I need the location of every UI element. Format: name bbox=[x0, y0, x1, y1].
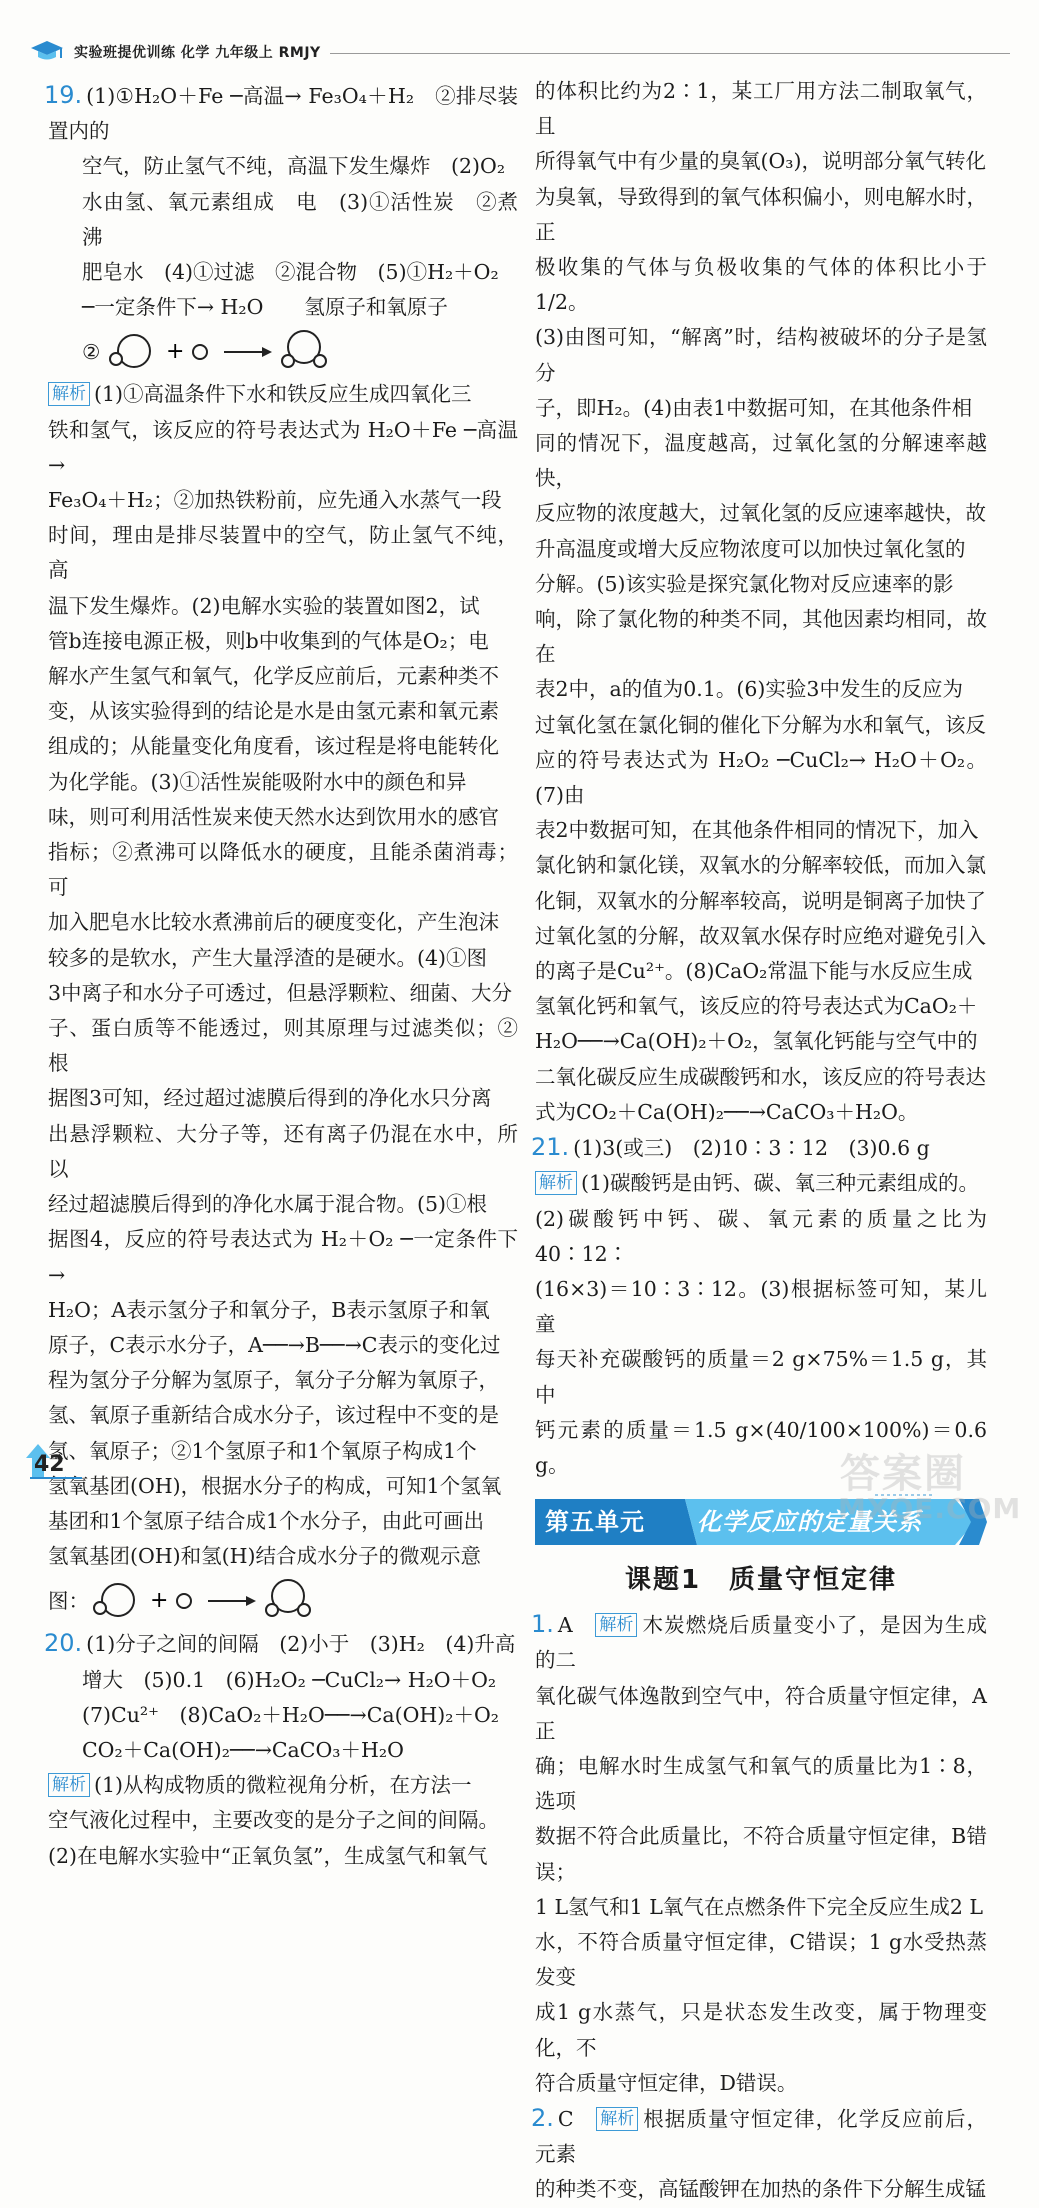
analysis-tag: 解析 bbox=[595, 1613, 637, 1637]
q19-analysis-line: 解水产生氢气和氧气，化学反应前后，元素种类不 bbox=[48, 664, 499, 689]
page-header bbox=[30, 38, 1010, 68]
diagram-label: ② bbox=[82, 340, 101, 365]
q20-analysis-line-1: 解析 (1)从构成物质的微粒视角分析，在方法一 bbox=[48, 1768, 518, 1803]
analysis-tag: 解析 bbox=[48, 1773, 90, 1797]
q20-cont-line: 二氧化碳反应生成碳酸钙和水，该反应的符号表达 bbox=[535, 1064, 986, 1089]
q20-cont-line: 响，除了氯化物的种类不同，其他因素均相同，故在 bbox=[535, 607, 987, 667]
q20-cont-line: 化铜，双氧水的分解率较高，说明是铜离子加快了 bbox=[535, 888, 986, 913]
diagram-label: 图： bbox=[48, 1589, 89, 1614]
q20-line-3: (7)Cu²⁺ (8)CaO₂＋H₂O──→Ca(OH)₂＋O₂ bbox=[82, 1702, 500, 1727]
q19-analysis-line: 子、蛋白质等不能透过，则其原理与过滤类似；②根 bbox=[48, 1016, 518, 1076]
q20-cont-line: 表2中，a的值为0.1。(6)实验3中发生的反应为 bbox=[535, 677, 963, 702]
unit-topic: 化学反应的定量关系 bbox=[697, 1508, 922, 1537]
molecule-diagram-icon bbox=[104, 325, 344, 377]
q19-analysis-line: 管b连接电源正极，则b中收集到的气体是O₂；电 bbox=[48, 628, 489, 653]
q19-analysis-line: 氢、氧原子重新结合成水分子，该过程中不变的是 bbox=[48, 1403, 499, 1428]
unit-label: 第五单元 bbox=[545, 1508, 645, 1537]
q20-cont-line: H₂O──→Ca(OH)₂＋O₂，氢氧化钙能与空气中的 bbox=[535, 1029, 978, 1054]
q19-line-4: 肥皂水 (4)①过滤 ②混合物 (5)①H₂＋O₂ bbox=[82, 260, 499, 285]
q2-line-1: 2. C 解析 根据质量守恒定律，化学反应前后，元素 bbox=[531, 2103, 988, 2167]
q19-analysis-line: 时间，理由是排尽装置中的空气，防止氢气不纯，高 bbox=[48, 523, 518, 583]
question-number: 21. bbox=[531, 1133, 570, 1162]
q20-cont-line: 升高温度或增大反应物浓度可以加快过氧化氢的 bbox=[535, 536, 966, 561]
q1-line: 氧化碳气体逸散到空气中，符合质量守恒定律，A正 bbox=[535, 1683, 987, 1743]
q1-line: 确；电解水时生成氢气和氧气的质量比为1∶8，选项 bbox=[535, 1753, 987, 1814]
q2-line: 的种类不变，高锰酸钾在加热的条件下分解生成锰 bbox=[535, 2177, 986, 2202]
q21-analysis-line: (16×3)＝10∶3∶12。(3)根据标签可知，某儿童 bbox=[535, 1276, 987, 1337]
q20-cont-line: (3)由图可知，“解离”时，结构被破坏的分子是氢分 bbox=[535, 325, 987, 385]
watermark-url: MXQE.COM bbox=[838, 1492, 1022, 1525]
q19-line-1: 19. (1)①H₂O＋Fe ─高温→ Fe₃O₄＋H₂ ②排尽装置内的 bbox=[44, 81, 518, 144]
q19-line-3: 水由氢、氧元素组成 电 (3)①活性炭 ②煮沸 bbox=[82, 189, 518, 249]
q19-analysis-line-1: 解析 (1)①高温条件下水和铁反应生成四氧化三 bbox=[48, 377, 518, 412]
q19-analysis-line: 程为氢分子分解为氢原子，氧分子分解为氧原子， bbox=[48, 1368, 499, 1393]
question-number: 19. bbox=[44, 81, 83, 109]
q20-cont-line: 过氧化氢的分解，故双氧水保存时应绝对避免引入 bbox=[535, 923, 986, 948]
q19-analysis-line: 氢氧基团(OH)，根据水分子的构成，可知1个氢氧 bbox=[48, 1473, 502, 1498]
q19-analysis-line: 温下发生爆炸。(2)电解水实验的装置如图2，试 bbox=[48, 593, 480, 618]
left-column bbox=[44, 78, 518, 1874]
q20-cont-line: 式为CO₂＋Ca(OH)₂──→CaCO₃＋H₂O。 bbox=[535, 1099, 919, 1124]
q1-line-1: 1. A 解析 木炭燃烧后质量变小了，是因为生成的二 bbox=[531, 1610, 988, 1673]
q19-analysis-line: 氢、氧原子；②1个氢原子和1个氧原子构成1个 bbox=[48, 1438, 477, 1463]
q19-analysis-line: 原子，C表示水分子，A──→B──→C表示的变化过 bbox=[48, 1332, 501, 1357]
q19-analysis-line: 经过超滤膜后得到的净化水属于混合物。(5)①根 bbox=[48, 1192, 488, 1217]
analysis-tag: 解析 bbox=[596, 2107, 638, 2131]
svg-text:+: + bbox=[166, 339, 185, 365]
q20-cont-line: 为臭氧，导致得到的氧气体积偏小，则电解水时，正 bbox=[535, 184, 987, 244]
q19-analysis-line: 氢氧基团(OH)和氢(H)结合成水分子的微观示意 bbox=[48, 1544, 482, 1569]
molecule-diagram-analysis bbox=[48, 1574, 518, 1626]
q19-analysis-line: 基团和1个氢原子结合成1个水分子，由此可画出 bbox=[48, 1508, 485, 1533]
q21-analysis-line: (2)碳酸钙中钙、碳、氧元素的质量之比为40∶12∶ bbox=[535, 1206, 987, 1266]
header-rule bbox=[330, 53, 1010, 54]
question-number: 1. bbox=[531, 1610, 554, 1639]
q19-analysis-line: 铁和氢气，该反应的符号表达式为 H₂O＋Fe ─高温→ bbox=[48, 417, 518, 477]
q20-cont-line: 反应物的浓度越大，过氧化氢的反应速率越快，故 bbox=[535, 501, 986, 526]
q20-analysis-line: 空气液化过程中，主要改变的是分子之间的间隔。 bbox=[48, 1808, 499, 1833]
q19-line-2: 空气，防止氢气不纯，高温下发生爆炸 (2)O₂ bbox=[82, 154, 506, 179]
q1-line: 1 L氢气和1 L氧气在点燃条件下完全反应生成2 L bbox=[535, 1894, 984, 1919]
q1-line: 符合质量守恒定律，D错误。 bbox=[535, 2070, 798, 2095]
q20-cont-line: 子，即H₂。(4)由表1中数据可知，在其他条件相 bbox=[535, 395, 973, 420]
q19-analysis-line: H₂O；A表示氢分子和氧分子，B表示氢原子和氧 bbox=[48, 1297, 490, 1322]
q19-analysis-line: 据图4，反应的符号表达式为 H₂＋O₂ ─一定条件下→ bbox=[48, 1227, 518, 1287]
q20-cont-line: 分解。(5)该实验是探究氯化物对反应速率的影 bbox=[535, 571, 954, 596]
q19-analysis-line: 变，从该实验得到的结论是水是由氢元素和氧元素 bbox=[48, 699, 499, 724]
q19-analysis-line: 加入肥皂水比较水煮沸前后的硬度变化，产生泡沫 bbox=[48, 910, 499, 935]
q20-cont-line: 极收集的气体与负极收集的气体的体积比小于1/2。 bbox=[535, 255, 987, 315]
q21-analysis-line-1: 解析 (1)碳酸钙是由钙、碳、氧三种元素组成的。 bbox=[535, 1166, 987, 1201]
q20-cont-line: 过氧化氢在氯化铜的催化下分解为水和氧气，该反 bbox=[535, 712, 986, 737]
q20-cont-line: 表2中数据可知，在其他条件相同的情况下，加入 bbox=[535, 818, 979, 843]
q1-line: 数据不符合此质量比，不符合质量守恒定律，B错误； bbox=[535, 1824, 987, 1884]
q19-analysis-line: 为化学能。(3)①活性炭能吸附水中的颜色和异 bbox=[48, 769, 467, 794]
q20-cont-line: 的体积比约为2∶1，某工厂用方法二制取氧气，且 bbox=[535, 79, 987, 139]
molecule-diagram-answer bbox=[48, 325, 518, 377]
analysis-tag: 解析 bbox=[48, 382, 90, 406]
q20-line-4: CO₂＋Ca(OH)₂──→CaCO₃＋H₂O bbox=[82, 1737, 404, 1762]
q20-cont-line: 应的符号表达式为 H₂O₂ ─CuCl₂→ H₂O＋O₂。(7)由 bbox=[535, 747, 987, 808]
book-title: 实验班提优训练 化学 九年级上 RMJY bbox=[74, 45, 321, 61]
page-number-badge bbox=[24, 1440, 84, 1480]
analysis-tag: 解析 bbox=[535, 1171, 577, 1195]
q20-cont-line: 同的情况下，温度越高，过氧化氢的分解速率越快， bbox=[535, 431, 987, 491]
q1-line: 成1 g水蒸气，只是状态发生改变，属于物理变化，不 bbox=[535, 2000, 987, 2060]
watermark-text: 答案圈 bbox=[840, 1451, 966, 1497]
molecule-diagram-icon bbox=[88, 1574, 328, 1626]
q20-cont-line: 氯化钠和氯化镁，双氧水的分解率较低，而加入氯 bbox=[535, 853, 986, 878]
q21-analysis-line: 钙元素的质量＝1.5 g×(40/100×100%)＝0.6 g。 bbox=[535, 1417, 987, 1477]
q21-analysis-line: 每天补充碳酸钙的质量＝2 g×75%＝1.5 g，其中 bbox=[535, 1347, 987, 1407]
watermark bbox=[830, 1442, 1030, 1532]
q21-answer-line: 21. (1)3(或三) (2)10∶3∶12 (3)0.6 g bbox=[531, 1133, 930, 1162]
q19-analysis-line: 味，则可利用活性炭来使天然水达到饮用水的感官 bbox=[48, 804, 499, 829]
lesson-title: 课题1 质量守恒定律 bbox=[624, 1565, 898, 1596]
q19-analysis-line: 3中离子和水分子可透过，但悬浮颗粒、细菌、大分 bbox=[48, 980, 513, 1005]
q19-analysis-line: 组成的；从能量变化角度看，该过程是将电能转化 bbox=[48, 734, 499, 759]
question-number: 20. bbox=[44, 1629, 83, 1658]
svg-text:+: + bbox=[150, 1588, 169, 1614]
q19-analysis-line: 据图3可知，经过超过滤膜后得到的净化水只分离 bbox=[48, 1086, 492, 1111]
q1-line: 水，不符合质量守恒定律，C错误；1 g水受热蒸发变 bbox=[535, 1929, 987, 1990]
q20-line-1: 20. (1)分子之间的间隔 (2)小于 (3)H₂ (4)升高 bbox=[44, 1629, 516, 1658]
question-number: 2. bbox=[531, 2103, 554, 2132]
q19-line-5: ─一定条件下→ H₂O 氢原子和氧原子 bbox=[82, 295, 448, 320]
q20-cont-line: 的离子是Cu²⁺。(8)CaO₂常温下能与水反应生成 bbox=[535, 959, 973, 984]
right-column bbox=[531, 74, 988, 2208]
q19-analysis-line: 较多的是软水，产生大量浮渣的是硬水。(4)①图 bbox=[48, 945, 488, 970]
q20-cont-line: 所得氧气中有少量的臭氧(O₃)，说明部分氧气转化 bbox=[535, 149, 987, 174]
q19-analysis-line: 出悬浮颗粒、大分子等，还有离子仍混在水中，所以 bbox=[48, 1121, 518, 1181]
q19-analysis-line: 指标；②煮沸可以降低水的硬度，且能杀菌消毒；可 bbox=[48, 840, 518, 900]
q20-cont-line: 氢氧化钙和氧气，该反应的符号表达式为CaO₂＋ bbox=[535, 994, 978, 1019]
page-number: 42 bbox=[34, 1452, 65, 1477]
q20-line-2: 增大 (5)0.1 (6)H₂O₂ ─CuCl₂→ H₂O＋O₂ bbox=[82, 1667, 497, 1692]
q20-analysis-line: (2)在电解水实验中“正氧负氢”，生成氢气和氧气 bbox=[48, 1843, 488, 1868]
q19-analysis-line: Fe₃O₄＋H₂；②加热铁粉前，应先通入水蒸气一段 bbox=[48, 488, 502, 513]
graduation-cap-icon bbox=[30, 38, 64, 64]
